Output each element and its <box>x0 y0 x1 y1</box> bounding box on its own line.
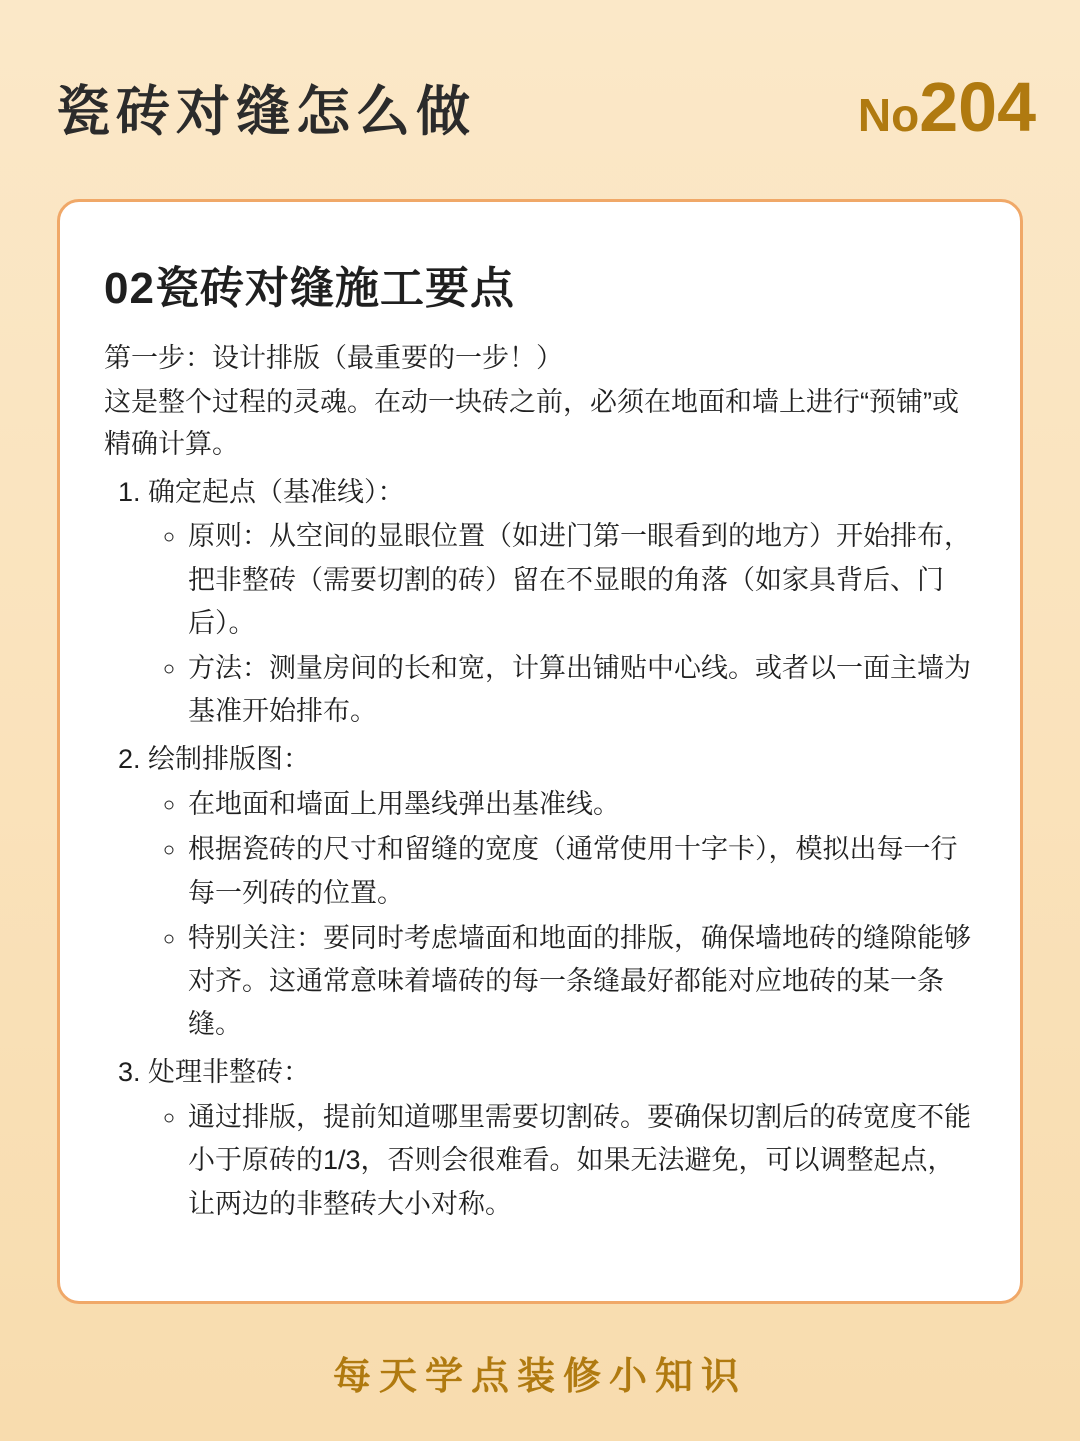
list-item: ◦ 根据瓷砖的尺寸和留缝的宽度（通常使用十字卡），模拟出每一行每一列砖的位置。 <box>188 828 976 914</box>
steps-list <box>104 472 976 1226</box>
issue-number-value: 204 <box>919 68 1036 146</box>
footer-slogan: 每天学点装修小知识 <box>332 1356 747 1398</box>
list-item <box>148 472 976 734</box>
list-item <box>148 1052 976 1225</box>
list-item: ◦ 原则：从空间的显眼位置（如进门第一眼看到的地方）开始排布，把非整砖（需要切割的砖）留在不显眼的角落（如家具背后、门后）。 <box>188 515 976 645</box>
intro-line-1: 第一步：设计排版（最重要的一步！） <box>104 343 563 373</box>
step-label: 绘制排版图： <box>148 744 310 775</box>
content-card <box>57 199 1023 1304</box>
issue-number-label: No <box>857 89 920 141</box>
list-item: ◦ 特别关注：要同时考虑墙面和地面的排版，确保墙地砖的缝隙能够对齐。这通常意味着墙砖的每一条缝最好都能对应地砖的某一条缝。 <box>188 917 976 1047</box>
intro-line-2: 这是整个过程的灵魂。在动一块砖之前，必须在地面和墙上进行“预铺”或精确计算。 <box>104 386 959 459</box>
list-item: ◦ 在地面和墙面上用墨线弹出基准线。 <box>188 783 976 826</box>
substeps-list <box>148 1096 976 1226</box>
list-item: ◦ 方法：测量房间的长和宽，计算出铺贴中心线。或者以一面主墙为基准开始排布。 <box>188 647 976 733</box>
issue-number <box>857 68 1036 146</box>
card-body <box>104 338 976 1226</box>
list-item: ◦ 通过排版，提前知道哪里需要切割砖。要确保切割后的砖宽度不能小于原砖的1/3，否则会很难看。如果无法避免，可以调整起点，让两边的非整砖大小对称。 <box>188 1096 976 1226</box>
page-title: 瓷砖对缝怎么做 <box>56 81 476 142</box>
step-label: 处理非整砖： <box>148 1057 310 1088</box>
poster-header <box>0 0 1080 146</box>
substeps-list <box>148 783 976 1046</box>
step-label: 确定起点（基准线）： <box>148 476 405 507</box>
card-title: 02瓷砖对缝施工要点 <box>104 264 515 313</box>
substeps-list <box>148 515 976 733</box>
list-item <box>148 739 976 1046</box>
